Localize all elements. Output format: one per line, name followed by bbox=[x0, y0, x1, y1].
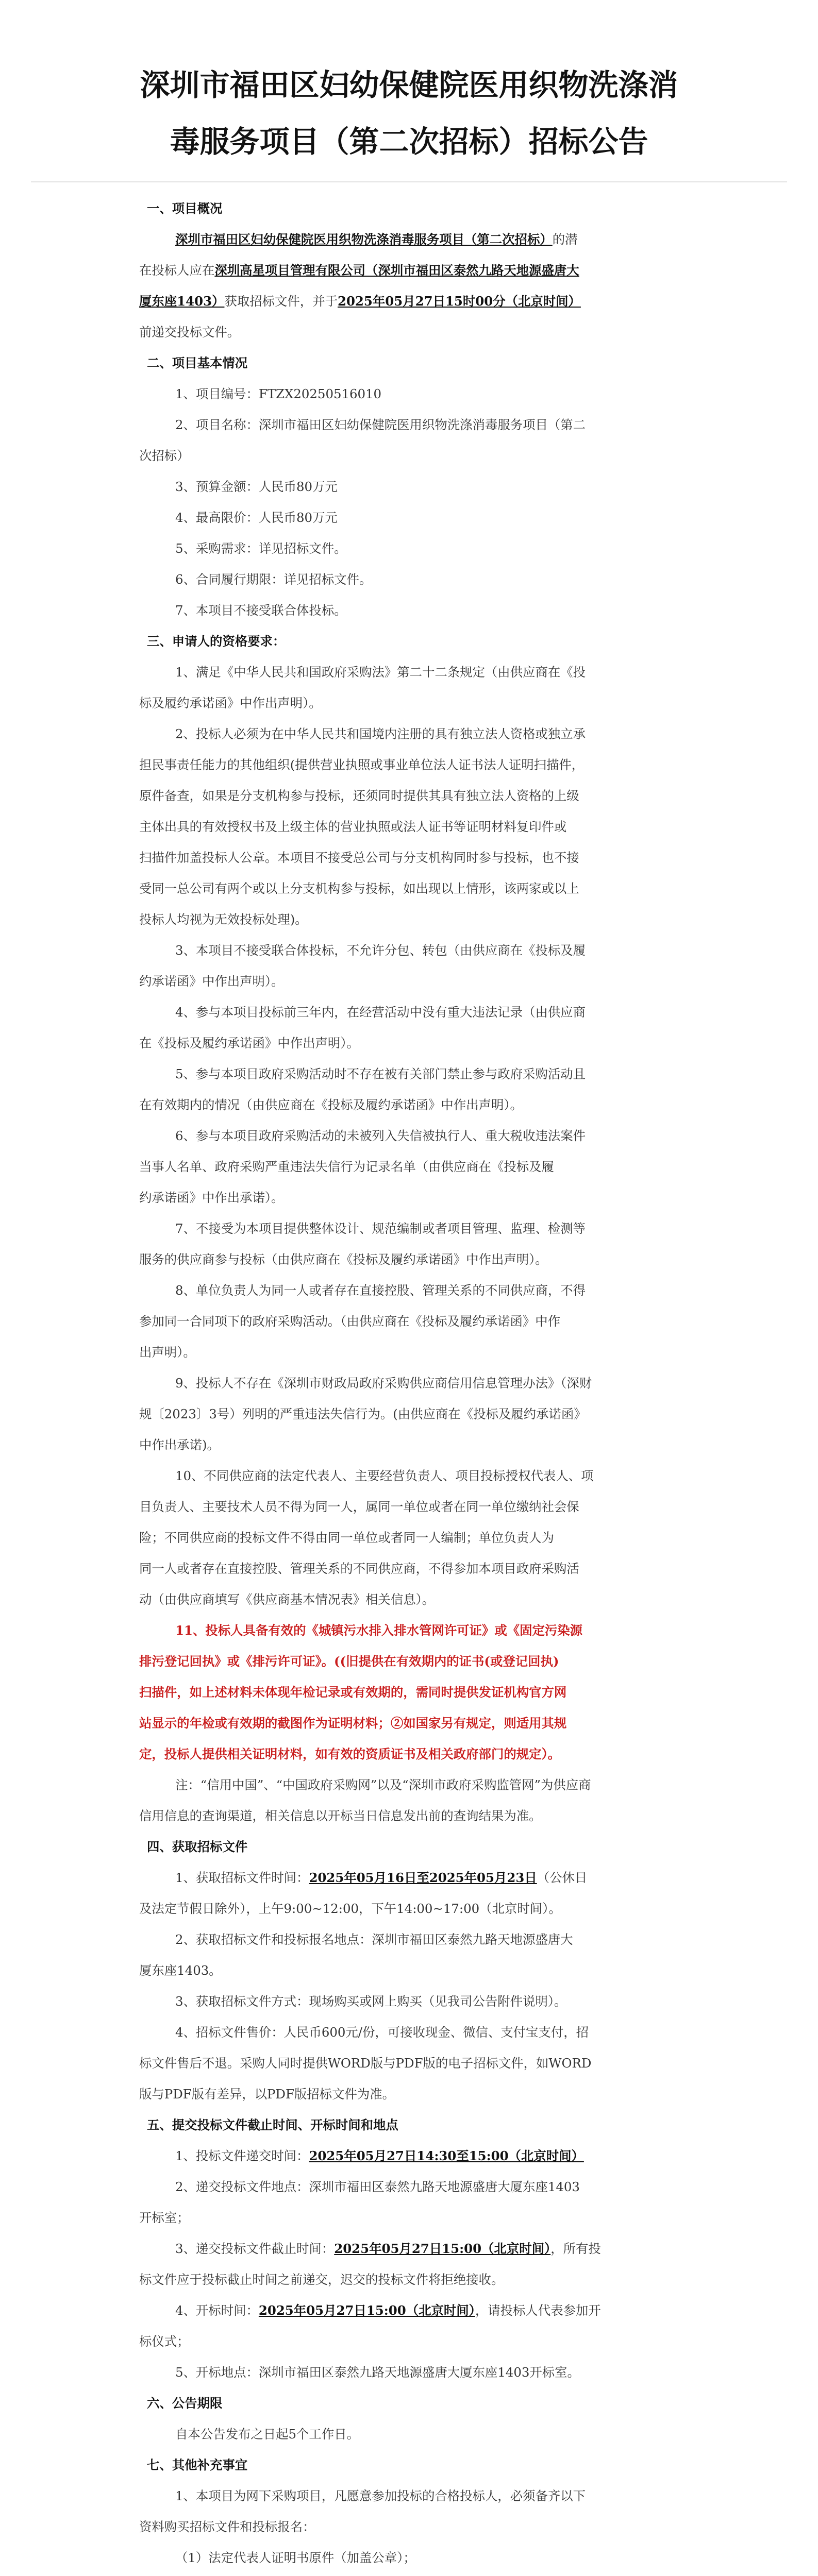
document-price-line: 标文件售后不退。采购人同时提供WORD版与PDF版的电子招标文件，如WORD bbox=[139, 2056, 592, 2071]
section-heading-submission: 五、提交投标文件截止时间、开标时间和地点 bbox=[147, 2117, 398, 2132]
qualification-line: 受同一总公司有两个或以上分支机构参与投标，如出现以上情形，该两家或以上 bbox=[139, 881, 579, 896]
basic-info-item: 4、最高限价：人民币80万元 bbox=[175, 510, 338, 525]
obtain-time-range: 2025年05月16日至2025年05月23日 bbox=[309, 1870, 537, 1885]
qualification-line: 约承诺函》中作出声明）。 bbox=[139, 974, 284, 989]
qualification-line: 2、投标人必须为在中华人民共和国境内注册的具有独立法人资格或独立承 bbox=[175, 726, 586, 741]
overview-intro-line-4: 前递交投标文件。 bbox=[139, 325, 240, 340]
overview-text: 在投标人应在 bbox=[139, 263, 215, 278]
document-title-line-1: 深圳市福田区妇幼保健院医用织物洗涤消 bbox=[140, 67, 678, 103]
obtain-time-line: 及法定节假日除外），上午9:00~12:00，下午14:00~17:00（北京时间）。 bbox=[139, 1901, 561, 1916]
overview-intro-line-2 bbox=[139, 255, 579, 286]
qualification-line: 险；不同供应商的投标文件不得由同一单位或者同一人编制；单位负责人为 bbox=[139, 1530, 554, 1545]
qualification-red-line: 11、投标人具备有效的《城镇污水排入排水管网许可证》或《固定污染源 bbox=[175, 1623, 583, 1638]
obtain-time-label: 1、获取招标文件时间： bbox=[175, 1870, 309, 1885]
basic-info-item: 6、合同履行期限：详见招标文件。 bbox=[175, 572, 372, 587]
submission-cutoff-line: 标文件应于投标截止时间之前递交，迟交的投标文件将拒绝接收。 bbox=[139, 2272, 504, 2287]
submission-time-line bbox=[175, 2141, 584, 2172]
opening-time-line bbox=[175, 2295, 601, 2326]
overview-text: 获取招标文件，并于 bbox=[224, 294, 338, 309]
submission-place-line: 开标室； bbox=[139, 2210, 190, 2225]
other-paragraph-1: 1、本项目为网下采购项目，凡愿意参加投标的合格投标人，必须备齐以下 bbox=[175, 2488, 586, 2503]
submission-time-label: 1、投标文件递交时间： bbox=[175, 2148, 309, 2163]
section-heading-other: 七、其他补充事宜 bbox=[147, 2458, 248, 2472]
basic-info-item: 5、采购需求：详见招标文件。 bbox=[175, 541, 347, 556]
required-document-item: （1）法定代表人证明书原件（加盖公章）； bbox=[175, 2550, 416, 2565]
required-document-item bbox=[175, 2573, 428, 2576]
qualification-line: 3、本项目不接受联合体投标，不允许分包、转包（由供应商在《投标及履 bbox=[175, 943, 586, 958]
qualification-line: 主体出具的有效授权书及上级主体的营业执照或法人证书等证明材料复印件或 bbox=[139, 819, 567, 834]
obtain-location-highlight: 厦东座1403） bbox=[139, 294, 225, 309]
qualification-line: 1、满足《中华人民共和国政府采购法》第二十二条规定（由供应商在《投 bbox=[175, 665, 586, 680]
qualification-line: 规〔2023〕3号）列明的严重违法失信行为。(由供应商在《投标及履约承诺函》 bbox=[139, 1406, 587, 1421]
opening-time-line: 标仪式； bbox=[139, 2334, 190, 2349]
obtain-place-line: 2、获取招标文件和投标报名地点：深圳市福田区泰然九路天地源盛唐大 bbox=[175, 1932, 573, 1947]
qualification-red-line: 扫描件，如上述材料未体现年检记录或有效期的，需同时提供发证机构官方网 bbox=[139, 1685, 567, 1700]
basic-info-item: 7、本项目不接受联合体投标。 bbox=[175, 603, 347, 618]
submission-cutoff-value: 2025年05月27日15:00（北京时间） bbox=[334, 2241, 551, 2256]
basic-info-item: 1、项目编号：FTZX20250516010 bbox=[175, 386, 382, 401]
section-heading-qualification: 三、申请人的资格要求： bbox=[147, 634, 286, 649]
qualification-note: 信用信息的查询渠道，相关信息以开标当日信息发出前的查询结果为准。 bbox=[139, 1808, 542, 1823]
basic-info-item: 次招标） bbox=[139, 448, 190, 463]
submission-place-line: 2、递交投标文件地点：深圳市福田区泰然九路天地源盛唐大厦东座1403 bbox=[175, 2179, 580, 2194]
qualification-line: 6、参与本项目政府采购活动的未被列入失信被执行人、重大税收违法案件 bbox=[175, 1128, 586, 1143]
submission-cutoff-label: 3、递交投标文件截止时间： bbox=[175, 2241, 335, 2256]
submission-cutoff-line bbox=[175, 2233, 601, 2264]
qualification-line: 出声明）。 bbox=[139, 1345, 196, 1360]
qualification-red-line: 站显示的年检或有效期的截图作为证明材料；②如国家另有规定，则适用其规 bbox=[139, 1716, 567, 1731]
qualification-note: 注：“信用中国”、“中国政府采购网”以及“深圳市政府采购监管网”为供应商 bbox=[175, 1777, 591, 1792]
qualification-line: 服务的供应商参与投标（由供应商在《投标及履约承诺函》中作出声明）。 bbox=[139, 1252, 548, 1267]
qualification-line: 10、不同供应商的法定代表人、主要经营负责人、项目投标授权代表人、项 bbox=[175, 1468, 594, 1483]
period-text: 自本公告发布之日起5个工作日。 bbox=[175, 2427, 359, 2442]
qualification-line: 原件备查，如果是分支机构参与投标，还须同时提供其具有独立法人资格的上级 bbox=[139, 788, 579, 803]
qualification-line: 动（由供应商填写《供应商基本情况表》相关信息）。 bbox=[139, 1592, 435, 1607]
overview-text: 的潜 bbox=[552, 232, 578, 247]
submission-time-value: 2025年05月27日14:30至15:00（北京时间） bbox=[309, 2148, 584, 2163]
qualification-line: 中作出承诺)。 bbox=[139, 1437, 220, 1452]
qualification-line: 在有效期内的情况（由供应商在《投标及履约承诺函》中作出声明）。 bbox=[139, 1097, 523, 1112]
obtain-time-line bbox=[175, 1862, 587, 1893]
obtain-method-line: 3、获取招标文件方式：现场购买或网上购买（见我司公告附件说明）。 bbox=[175, 1994, 567, 2009]
qualification-line: 9、投标人不存在《深圳市财政局政府采购供应商信用信息管理办法》（深财 bbox=[175, 1376, 592, 1391]
qualification-line: 目负责人、主要技术人员不得为同一人，属同一单位或者在同一单位缴纳社会保 bbox=[139, 1499, 579, 1514]
overview-intro-line-3 bbox=[139, 286, 581, 317]
qualification-line: 4、参与本项目投标前三年内，在经营活动中没有重大违法记录（由供应商 bbox=[175, 1005, 586, 1020]
opening-time-note: ，请投标人代表参加开 bbox=[475, 2303, 601, 2318]
project-name-highlight: 深圳市福田区妇幼保健院医用织物洗涤消毒服务项目（第二次招标） bbox=[175, 232, 553, 247]
qualification-line: 扫描件加盖投标人公章。本项目不接受总公司与分支机构同时参与投标，也不接 bbox=[139, 850, 579, 865]
qualification-line: 约承诺函》中作出承诺）。 bbox=[139, 1190, 284, 1205]
obtain-time-note: （公休日 bbox=[537, 1870, 588, 1885]
opening-time-label: 4、开标时间： bbox=[175, 2303, 259, 2318]
qualification-line: 当事人名单、政府采购严重违法失信行为记录名单（由供应商在《投标及履 bbox=[139, 1159, 554, 1174]
qualification-line: 参加同一合同项下的政府采购活动。（由供应商在《投标及履约承诺函》中作 bbox=[139, 1314, 561, 1329]
qualification-line: 5、参与本项目政府采购活动时不存在被有关部门禁止参与政府采购活动且 bbox=[175, 1066, 586, 1081]
other-paragraph-1: 资料购买招标文件和投标报名： bbox=[139, 2519, 315, 2534]
document-title-line-2: 毒服务项目（第二次招标）招标公告 bbox=[170, 124, 648, 159]
opening-place-line: 5、开标地点：深圳市福田区泰然九路天地源盛唐大厦东座1403开标室。 bbox=[175, 2365, 580, 2380]
section-heading-obtain-documents: 四、获取招标文件 bbox=[147, 1839, 248, 1854]
opening-time-value: 2025年05月27日15:00（北京时间） bbox=[258, 2303, 475, 2318]
section-heading-period: 六、公告期限 bbox=[147, 2396, 223, 2411]
obtain-place-line: 厦东座1403。 bbox=[139, 1963, 222, 1978]
basic-info-item: 2、项目名称：深圳市福田区妇幼保健院医用织物洗涤消毒服务项目（第二 bbox=[175, 417, 586, 432]
qualification-line: 在《投标及履约承诺函》中作出声明）。 bbox=[139, 1036, 359, 1050]
qualification-line: 担民事责任能力的其他组织(提供营业执照或事业单位法人证书法人证明扫描件， bbox=[139, 757, 585, 772]
title-divider bbox=[31, 181, 787, 182]
submission-deadline-highlight: 2025年05月27日15时00分（北京时间） bbox=[337, 294, 581, 309]
section-heading-basic-info: 二、项目基本情况 bbox=[147, 355, 248, 370]
document-price-line: 版与PDF版有差异，以PDF版招标文件为准。 bbox=[139, 2087, 395, 2102]
overview-intro-line-1 bbox=[175, 224, 578, 255]
section-heading-overview: 一、项目概况 bbox=[147, 201, 223, 216]
obtain-location-highlight: 深圳高星项目管理有限公司（深圳市福田区泰然九路天地源盛唐大 bbox=[214, 263, 579, 278]
qualification-line: 标及履约承诺函》中作出声明）。 bbox=[139, 696, 322, 710]
qualification-line: 7、不接受为本项目提供整体设计、规范编制或者项目管理、监理、检测等 bbox=[175, 1221, 586, 1236]
qualification-red-line: 排污登记回执》或《排污许可证》。((旧提供在有效期内的证书(或登记回执) bbox=[139, 1654, 559, 1669]
document-price-line: 4、招标文件售价：人民币600元/份，可接收现金、微信、支付宝支付，招 bbox=[175, 2025, 589, 2040]
basic-info-item: 3、预算金额：人民币80万元 bbox=[175, 479, 338, 494]
qualification-line: 投标人均视为无效投标处理)。 bbox=[139, 912, 308, 927]
qualification-line: 同一人或者存在直接控股、管理关系的不同供应商，不得参加本项目政府采购活 bbox=[139, 1561, 579, 1576]
submission-cutoff-note: ，所有投 bbox=[550, 2241, 601, 2256]
qualification-red-line: 定，投标人提供相关证明材料，如有效的资质证书及相关政府部门的规定）。 bbox=[139, 1747, 561, 1761]
qualification-line: 8、单位负责人为同一人或者存在直接控股、管理关系的不同供应商，不得 bbox=[175, 1283, 586, 1298]
